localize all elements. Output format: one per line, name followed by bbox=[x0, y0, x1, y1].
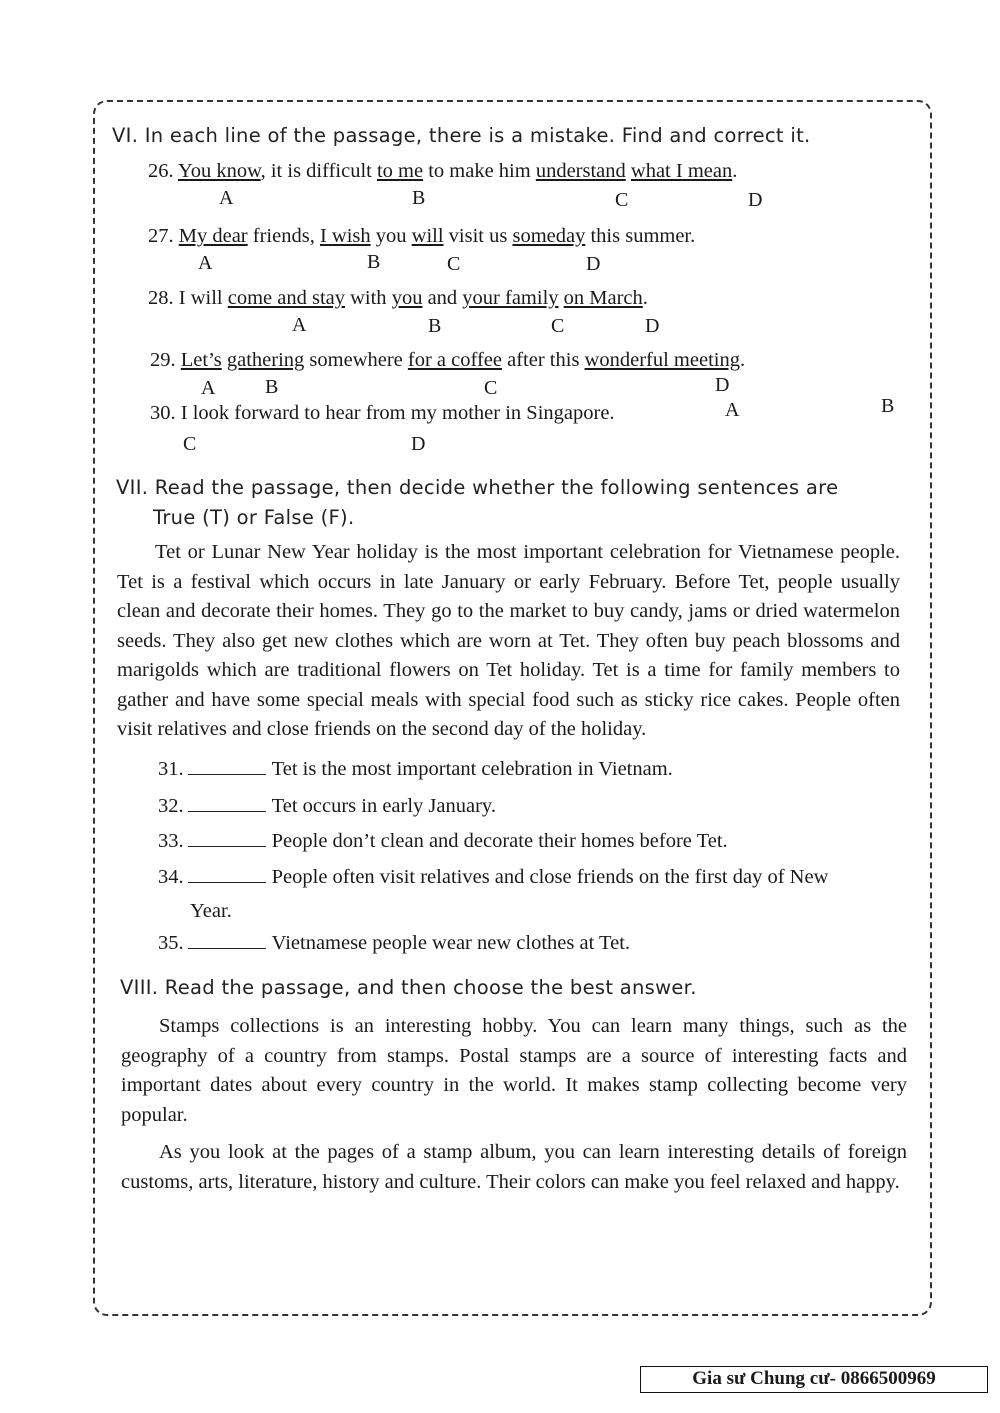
section-8-title: VIII. Read the passage, and then choose the best answer. bbox=[120, 976, 697, 999]
q26-option-c: C bbox=[615, 189, 629, 211]
q27-option-a: A bbox=[198, 252, 213, 274]
footer-contact-label: Gia sư Chung cư- 0866500969 bbox=[692, 1368, 936, 1389]
q27-option-b: B bbox=[367, 251, 381, 273]
question-30: 30. I look forward to hear from my mother in Singapore. bbox=[150, 402, 615, 424]
q28-option-a: A bbox=[292, 314, 307, 336]
stamps-paragraph-1: Stamps collections is an interesting hobby. You can learn many things, such as the geography of a country from stamps. Postal stamps are a source of interesting facts and important dates about every country in the world. It makes stamp collecting become very popular. bbox=[121, 1015, 907, 1126]
stamps-paragraph-2: As you look at the pages of a stamp album, you can learn interesting details of foreign customs, arts, literature, history and culture. Their colors can make you feel relaxed and happy. bbox=[121, 1141, 907, 1193]
question-29: 29. Let’s gathering somewhere for a coffee after this wonderful meeting. bbox=[150, 349, 746, 371]
question-28: 28. I will come and stay with you and your family on March. bbox=[148, 287, 648, 309]
tf-item-34-continued: Year. bbox=[190, 900, 232, 922]
tf-item-35: 35. Vietnamese people wear new clothes at Tet. bbox=[158, 932, 631, 954]
section-6-title: VI. In each line of the passage, there is a mistake. Find and correct it. bbox=[112, 124, 811, 147]
q29-option-c: C bbox=[484, 377, 498, 399]
q30-option-c: C bbox=[183, 433, 197, 455]
q29-option-d: D bbox=[715, 374, 730, 396]
q28-option-b: B bbox=[428, 315, 442, 337]
q30-option-d: D bbox=[411, 433, 426, 455]
answer-blank-31[interactable] bbox=[188, 760, 266, 775]
q28-option-c: C bbox=[551, 315, 565, 337]
tf-item-32: 32. Tet occurs in early January. bbox=[158, 795, 496, 817]
tf-item-31: 31. Tet is the most important celebration in Vietnam. bbox=[158, 758, 673, 780]
tf-item-34: 34. People often visit relatives and close friends on the first day of New bbox=[158, 866, 829, 888]
section-7-title-line1: VII. Read the passage, then decide whether the following sentences are bbox=[116, 476, 839, 499]
answer-blank-33[interactable] bbox=[188, 832, 266, 847]
tet-passage-text: Tet or Lunar New Year holiday is the most important celebration for Vietnamese people. Tet is a festival which occurs in late January or early February. Before Tet, people usually clean and decorate their homes. They go to the market to buy candy, jams or dried watermelon seeds. They also get new clothes which are worn at Tet. They often buy peach blossoms and marigolds which are traditional flowers on Tet holiday. Tet is a time for family members to gather and have some special meals with special food such as sticky rice cakes. People often visit relatives and close friends on the second day of the holiday. bbox=[117, 541, 900, 740]
q30-option-b: B bbox=[881, 395, 895, 417]
q29-option-a: A bbox=[201, 377, 216, 399]
answer-blank-34[interactable] bbox=[188, 868, 266, 883]
tf-item-33: 33. People don’t clean and decorate their homes before Tet. bbox=[158, 830, 728, 852]
tet-passage bbox=[117, 538, 900, 745]
q26-option-d: D bbox=[748, 189, 763, 211]
answer-blank-32[interactable] bbox=[188, 797, 266, 812]
q27-option-d: D bbox=[586, 253, 601, 275]
q29-option-b: B bbox=[265, 376, 279, 398]
q28-option-d: D bbox=[645, 315, 660, 337]
question-27: 27. My dear friends, I wish you will visit us someday this summer. bbox=[148, 225, 696, 247]
stamps-passage bbox=[121, 1012, 907, 1197]
footer-contact-box bbox=[640, 1366, 988, 1393]
answer-blank-35[interactable] bbox=[188, 934, 266, 949]
section-7-title-line2: True (T) or False (F). bbox=[153, 506, 355, 529]
q26-option-b: B bbox=[412, 187, 426, 209]
question-26: 26. You know, it is difficult to me to make him understand what I mean. bbox=[148, 160, 738, 182]
q26-option-a: A bbox=[219, 187, 234, 209]
q27-option-c: C bbox=[447, 253, 461, 275]
q30-option-a: A bbox=[725, 399, 740, 421]
